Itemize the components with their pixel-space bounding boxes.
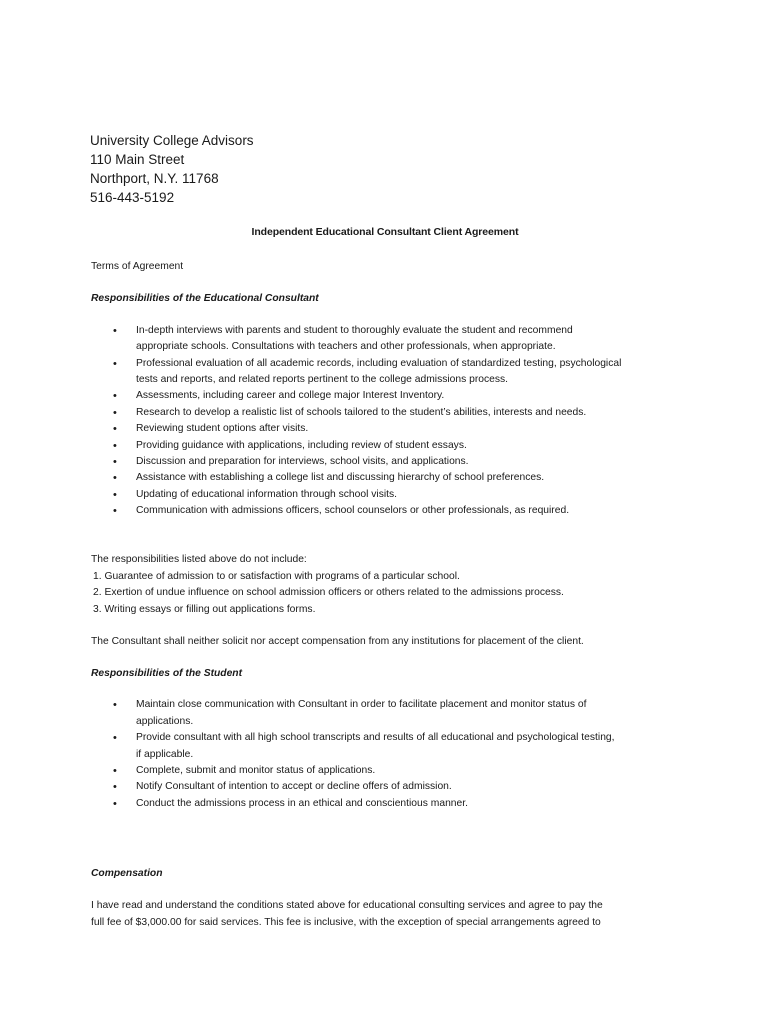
list-item: • Research to develop a realistic list of schools tailored to the student’s abilities, interests and needs. bbox=[91, 405, 691, 421]
list-item: • In-depth interviews with parents and student to thoroughly evaluate the student and recommend appropriate schools. Consultations with teachers and other professionals, when appropriate. bbox=[113, 324, 573, 353]
bullet-icon: • bbox=[113, 488, 117, 501]
list-item: • Professional evaluation of all academic records, including evaluation of standardized testing, psychological tests and reports, and related reports pertinent to the college admissions process. bbox=[113, 357, 622, 386]
bullet-icon: • bbox=[113, 423, 117, 436]
bullet-icon: • bbox=[113, 439, 117, 452]
list-item: • Notify Consultant of intention to accept or decline offers of admission. bbox=[91, 779, 691, 795]
list-item: • Reviewing student options after visits. bbox=[91, 421, 691, 437]
terms-label: Terms of Agreement bbox=[91, 261, 184, 272]
list-item: • Provide consultant with all high school transcripts and results of all educational and psychological testing, if applicable. bbox=[113, 732, 615, 760]
document-body bbox=[91, 259, 691, 931]
student-heading: Responsibilities of the Student bbox=[91, 667, 243, 679]
list-item: • Maintain close communication with Consultant in order to facilitate placement and monitor status of applications. bbox=[113, 699, 587, 727]
bullet-icon: • bbox=[113, 781, 117, 794]
bullet-icon: • bbox=[113, 390, 117, 403]
list-item: • Conduct the admissions process in an ethical and conscientious manner. bbox=[91, 796, 691, 812]
list-item: • Providing guidance with applications, including review of student essays. bbox=[91, 438, 691, 454]
bullet-icon: • bbox=[113, 406, 117, 419]
bullet-icon: • bbox=[113, 456, 117, 469]
bullet-icon: • bbox=[113, 324, 117, 337]
phone-number: 516-443-5192 bbox=[90, 190, 175, 205]
list-item: • Assistance with establishing a college list and discussing hierarchy of school preferences. bbox=[91, 470, 691, 486]
org-name: University College Advisors bbox=[90, 133, 254, 148]
list-item: • Discussion and preparation for interviews, school visits, and applications. bbox=[91, 454, 691, 470]
bullet-icon: • bbox=[113, 699, 117, 712]
list-item: 2. Exertion of undue influence on school admission officers or others related to the admissions process. bbox=[93, 587, 564, 599]
consultant-heading: Responsibilities of the Educational Consultant bbox=[91, 292, 319, 304]
list-item: 1. Guarantee of admission to or satisfaction with programs of a particular school. bbox=[93, 570, 460, 582]
letterhead bbox=[90, 131, 710, 207]
list-item: • Complete, submit and monitor status of applications. bbox=[91, 763, 691, 779]
exclusions-intro: The responsibilities listed above do not include: bbox=[91, 554, 307, 566]
bullet-icon: • bbox=[113, 472, 117, 485]
list-item: • Communication with admissions officers, school counselors or other professionals, as required. bbox=[91, 503, 691, 519]
consultant-list bbox=[91, 323, 691, 520]
city-address: Northport, N.Y. 11768 bbox=[90, 171, 219, 186]
list-item: • Updating of educational information through school visits. bbox=[91, 487, 691, 503]
document-title: Independent Educational Consultant Client Agreement bbox=[251, 226, 519, 238]
list-item: 3. Writing essays or filling out applications forms. bbox=[93, 603, 316, 615]
bullet-icon: • bbox=[113, 732, 117, 745]
compensation-note: The Consultant shall neither solicit nor accept compensation from any institutions for placement of the client. bbox=[91, 635, 584, 647]
compensation-text-line-2: full fee of $3,000.00 for said services. This fee is inclusive, with the exception of special arrangements agreed to bbox=[91, 916, 601, 928]
bullet-icon: • bbox=[113, 797, 117, 810]
street-address: 110 Main Street bbox=[90, 152, 185, 167]
bullet-icon: • bbox=[113, 765, 117, 778]
bullet-icon: • bbox=[113, 357, 117, 370]
bullet-icon: • bbox=[113, 505, 117, 518]
list-item: • Assessments, including career and college major Interest Inventory. bbox=[91, 388, 691, 404]
student-list bbox=[91, 697, 691, 812]
compensation-heading: Compensation bbox=[91, 868, 163, 880]
compensation-text-line-1: I have read and understand the conditions stated above for educational consulting services and agree to pay the bbox=[91, 900, 603, 912]
exclusions-list bbox=[91, 569, 691, 618]
